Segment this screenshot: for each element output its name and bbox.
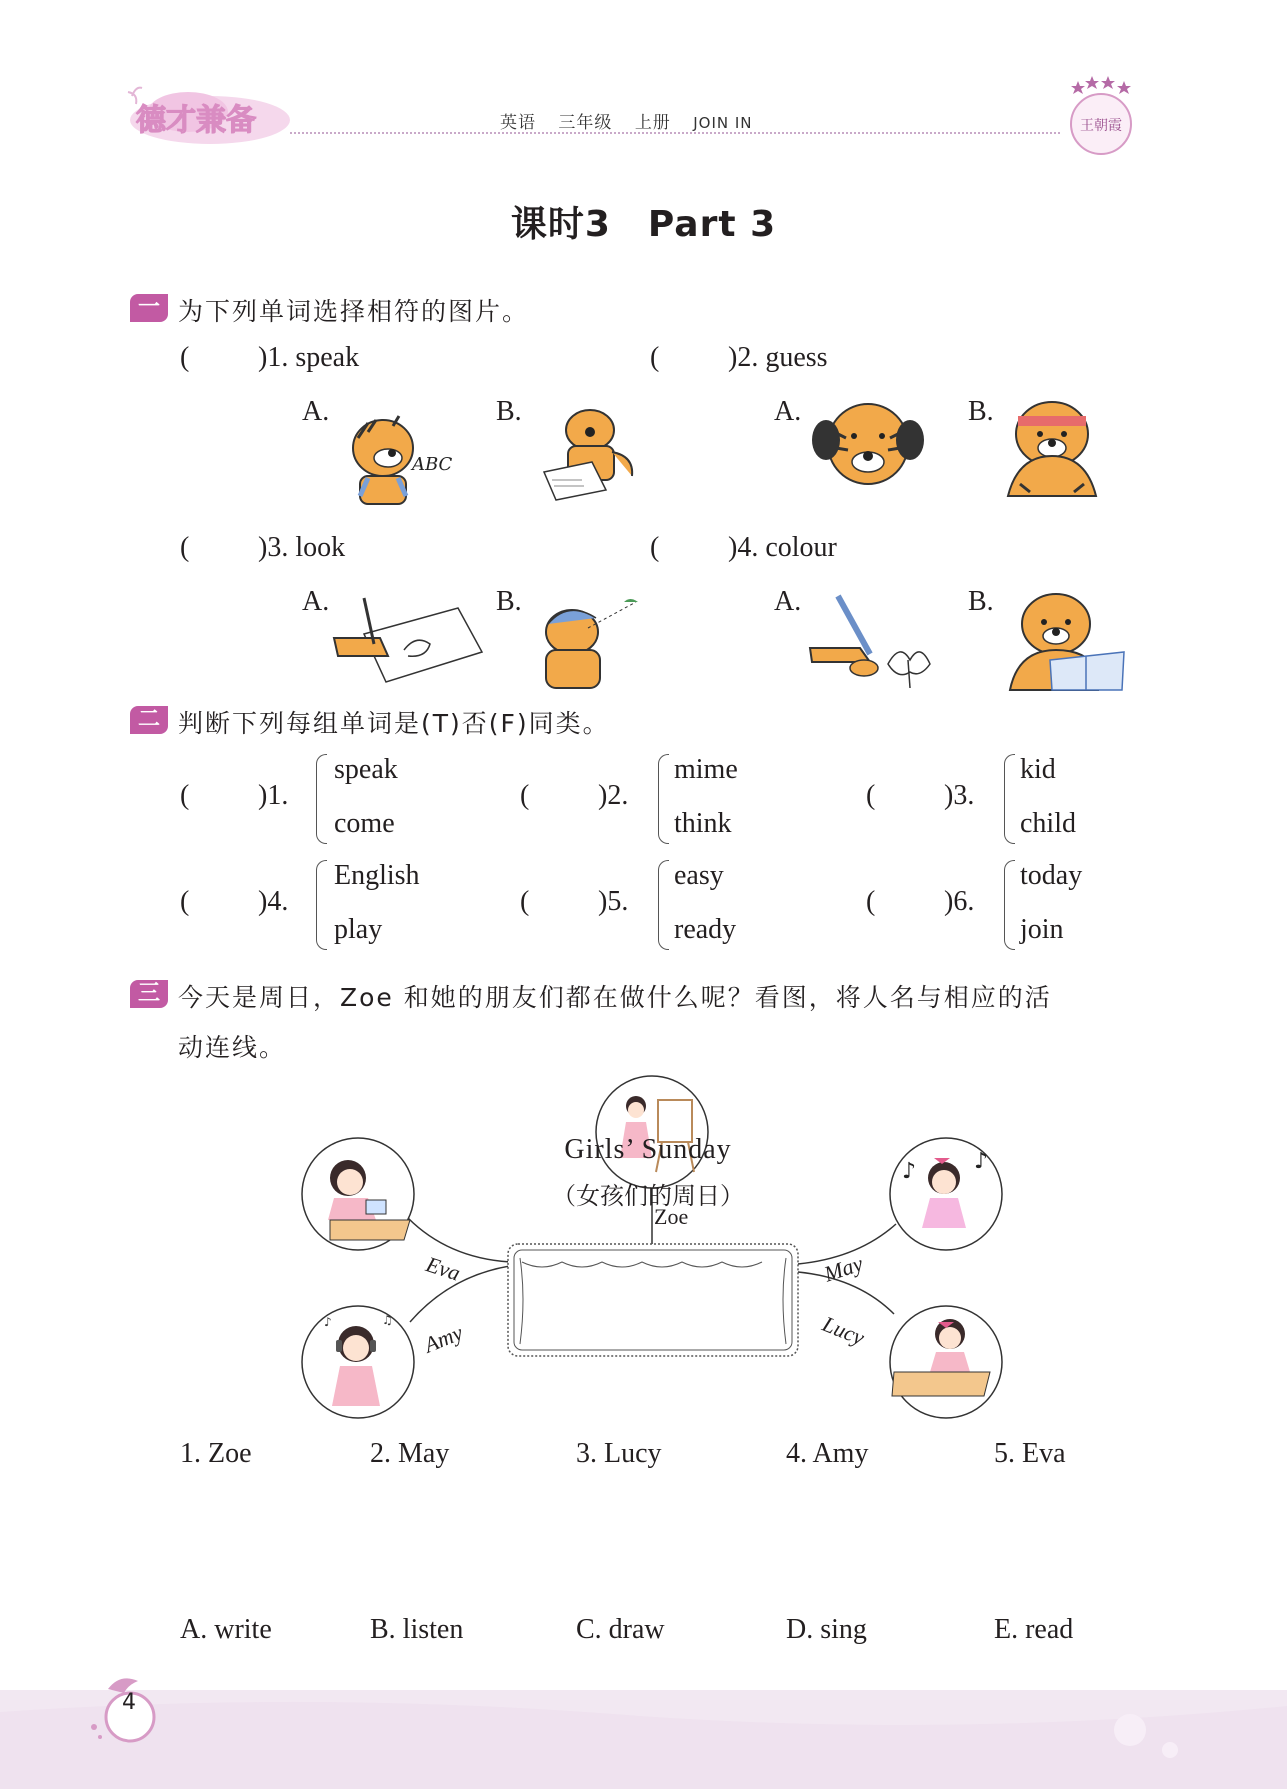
label-lucy: Lucy (819, 1310, 869, 1351)
s2-q6-word1: today (1020, 860, 1083, 891)
zoe-drawing-image (596, 1076, 708, 1188)
s2-question-4: ( )4. (180, 886, 289, 917)
svg-text:ABC: ABC (412, 454, 453, 475)
lucy-writing-image (890, 1306, 1002, 1418)
section3-instruction-line2: 动连线。 (178, 1033, 287, 1062)
answer-blank[interactable]: ( (180, 886, 190, 917)
tiger-writing-image (532, 400, 642, 510)
activity-item[interactable]: D. sing (786, 1614, 867, 1645)
name-item[interactable]: 1. Zoe (180, 1438, 252, 1469)
answer-blank[interactable]: ( (650, 342, 660, 373)
s1-q2-option-b: B. (968, 396, 994, 427)
page-number: 4 (122, 1690, 136, 1715)
s2-q3-word2: child (1020, 808, 1076, 839)
s1-question-1: ( )1. speak (180, 342, 360, 373)
s2-question-1: ( )1. (180, 780, 289, 811)
tiger-looking-image (532, 594, 642, 690)
label-amy: Amy (420, 1319, 467, 1358)
s1-question-2: ( )2. guess (650, 342, 828, 373)
s1-q3-option-a: A. (302, 586, 330, 617)
activity-item[interactable]: A. write (180, 1614, 272, 1645)
brace-icon (1004, 754, 1015, 844)
brace-icon (316, 754, 327, 844)
label-may: May (820, 1250, 866, 1287)
label-zoe: Zoe (654, 1204, 689, 1229)
tiger-speaking-image (338, 398, 453, 508)
diagram-title: Girls’ Sunday (564, 1134, 732, 1165)
section3-instruction-line1: 今天是周日，Zoe 和她的朋友们都在做什么呢？看图，将人名与相应的活 (178, 983, 1052, 1012)
diagram-subtitle: （女孩们的周日） (552, 1182, 744, 1210)
may-singing-image (890, 1138, 1002, 1250)
s2-q1-word1: speak (334, 754, 398, 785)
answer-blank[interactable]: ( (866, 886, 876, 917)
section2-badge: 二 (130, 706, 168, 734)
girls-sunday-frame (508, 1244, 798, 1356)
svg-text:王朝霞: 王朝霞 (1080, 118, 1122, 134)
eva-reading-image (302, 1138, 414, 1250)
svg-text:♪: ♪ (324, 1315, 332, 1329)
page-title: 课时3 Part 3 (510, 204, 777, 245)
s1-q2-option-a: A. (774, 396, 802, 427)
s2-question-3: ( )3. (866, 780, 975, 811)
tiger-headband-image (1000, 396, 1104, 500)
s2-q5-word2: ready (674, 914, 737, 945)
s1-q4-option-b: B. (968, 586, 994, 617)
answer-blank[interactable]: ( (650, 532, 660, 563)
paw-drawing-image (334, 594, 484, 686)
girls-sunday-diagram (290, 1072, 1030, 1432)
s2-q2-word2: think (674, 808, 732, 839)
svg-text:德才兼备: 德才兼备 (136, 103, 256, 138)
section1-badge: 一 (130, 294, 168, 322)
header-volume: 上册 (634, 113, 671, 133)
publisher-logo (1058, 74, 1144, 166)
tiger-reading-image (1004, 590, 1128, 694)
svg-text:♪: ♪ (974, 1149, 989, 1174)
answer-blank[interactable]: ( (180, 342, 190, 373)
s2-q4-word2: play (334, 914, 383, 945)
svg-text:♫: ♫ (382, 1313, 393, 1327)
s2-q6-word2: join (1020, 914, 1064, 945)
s1-question-3: ( )3. look (180, 532, 346, 563)
s2-question-6: ( )6. (866, 886, 975, 917)
brace-icon (1004, 860, 1015, 950)
answer-blank[interactable]: ( (866, 780, 876, 811)
answer-blank[interactable]: ( (180, 780, 190, 811)
s1-q3-option-b: B. (496, 586, 522, 617)
s1-question-4: ( )4. colour (650, 532, 837, 563)
answer-blank[interactable]: ( (520, 886, 530, 917)
s1-q4-option-a: A. (774, 586, 802, 617)
section1-instruction: 为下列单词选择相符的图片。 (178, 297, 530, 326)
name-item[interactable]: 2. May (370, 1438, 450, 1469)
section2-instruction: 判断下列每组单词是(T)否(F)同类。 (178, 709, 610, 738)
s2-q3-word1: kid (1020, 754, 1056, 785)
name-item[interactable]: 4. Amy (786, 1438, 869, 1469)
s1-q1-option-a: A. (302, 396, 330, 427)
s2-q1-word2: come (334, 808, 395, 839)
paw-colouring-image (808, 588, 948, 692)
answer-blank[interactable]: ( (180, 532, 190, 563)
brace-icon (316, 860, 327, 950)
header-subject: 英语 (500, 113, 536, 133)
activity-item[interactable]: B. listen (370, 1614, 464, 1645)
brace-icon (658, 754, 669, 844)
brand-logo (118, 82, 298, 148)
amy-listening-image (302, 1306, 414, 1418)
brace-icon (658, 860, 669, 950)
s2-q4-word1: English (334, 860, 420, 891)
s2-q5-word1: easy (674, 860, 724, 891)
s2-question-5: ( )5. (520, 886, 629, 917)
connector-eva (408, 1218, 510, 1262)
answer-blank[interactable]: ( (520, 780, 530, 811)
tiger-headphones-image (808, 392, 928, 500)
s1-q1-option-b: B. (496, 396, 522, 427)
s2-q2-word1: mime (674, 754, 738, 785)
label-eva: Eva (423, 1251, 464, 1286)
header-info (500, 108, 769, 133)
header-grade: 三年级 (558, 113, 613, 133)
name-item[interactable]: 5. Eva (994, 1438, 1066, 1469)
footer-band (0, 1690, 1287, 1789)
s2-question-2: ( )2. (520, 780, 629, 811)
header-edition: JOIN IN (693, 114, 753, 132)
svg-text:♪: ♪ (902, 1159, 917, 1184)
activity-item[interactable]: C. draw (576, 1614, 665, 1645)
activity-item[interactable]: E. read (994, 1614, 1074, 1645)
name-item[interactable]: 3. Lucy (576, 1438, 662, 1469)
section3-badge: 三 (130, 980, 168, 1008)
